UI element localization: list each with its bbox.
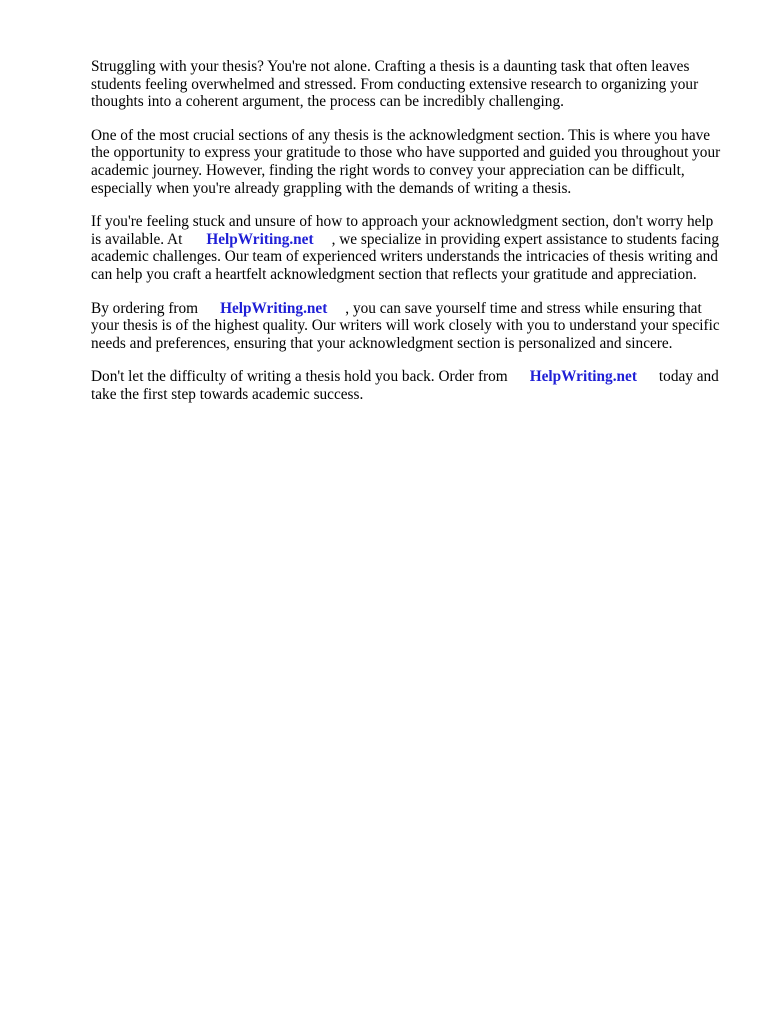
paragraph-ordering xyxy=(91,300,721,353)
paragraph-ordering-before: By ordering from xyxy=(91,299,199,317)
paragraph-closing-after: today and take the first step towards academic success. xyxy=(91,368,719,403)
paragraph-help-before: If you're feeling stuck and unsure of how to approach your acknowledgment section, don't worry help is available. At xyxy=(91,213,714,248)
paragraph-ordering-after: , you can save yourself time and stress while ensuring that your thesis is of the highest quality. Our writers will work closely with you to understand your specific needs and preferences, ensuring that your acknowledgment section is personalized and sincere. xyxy=(91,299,720,352)
paragraph-closing-before: Don't let the difficulty of writing a thesis hold you back. Order from xyxy=(91,368,508,386)
helpwriting-link[interactable]: HelpWriting.net xyxy=(206,230,314,248)
helpwriting-link[interactable]: HelpWriting.net xyxy=(220,299,328,317)
paragraph-help-after: , we specialize in providing expert assistance to students facing academic challenges. Our team of experienced writers understands the intricacies of thesis writing and can help you craft a heartfelt acknowledgment section that reflects your gratitude and appreciation. xyxy=(91,230,719,283)
helpwriting-link[interactable]: HelpWriting.net xyxy=(529,368,637,386)
paragraph-closing xyxy=(91,368,721,403)
paragraph-intro: Struggling with your thesis? You're not alone. Crafting a thesis is a daunting task that often leaves students feeling overwhelmed and stressed. From conducting extensive research to organizing your thoughts into a coherent argument, the process can be incredibly challenging. xyxy=(91,58,699,111)
document-page xyxy=(91,58,721,420)
paragraph-acknowledgment: One of the most crucial sections of any thesis is the acknowledgment section. This is where you have the opportunity to express your gratitude to those who have supported and guided you throughout your academic journey. However, finding the right words to convey your appreciation can be difficult, especially when you're already grappling with the demands of writing a thesis. xyxy=(91,126,721,197)
paragraph-help xyxy=(91,213,721,283)
